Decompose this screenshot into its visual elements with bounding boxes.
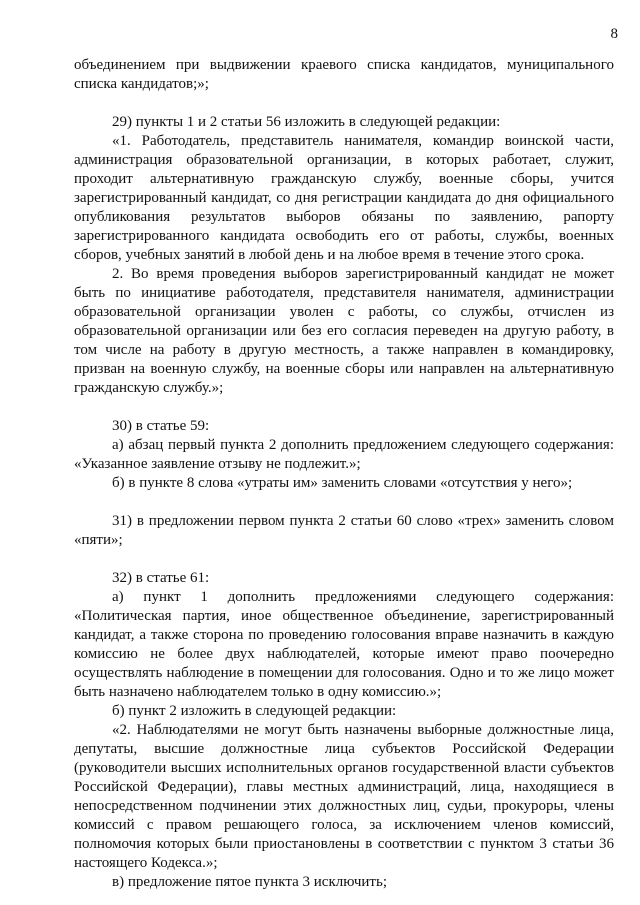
paragraph-article-56-point-1: «1. Работодатель, представитель нанимателя, командир воинской части, администрация образовательной организации, в которых работает, служит, проходит альтернативную гражданскую службу, военные сборы, учится зарегистрированный кандидат, со дня регистрации кандидата до дня официального опубликования результатов выборов обязаны по заявлению, рапорту зарегистрированного кандидата освободить его от работы, службы, военных сборов, учебных занятий в любой день и на любое время в течение этого срока. xyxy=(74,133,614,263)
paragraph-item-30-b: б) в пункте 8 слова «утраты им» заменить словами «отсутствия у него»; xyxy=(112,475,573,491)
paragraph-article-56-point-2: 2. Во время проведения выборов зарегистрированный кандидат не может быть по инициативе работодателя, представителя нанимателя, администрации образовательной организации уволен с работы, со службы, отчислен из образовательной организации или без его согласия переведен на другую работу, в том числе на работу в другую местность, а также направлен в командировку, призван на военную службу, на военные сборы или направлен на альтернативную гражданскую службу.»; xyxy=(74,266,614,396)
paragraph-item-32: 32) в статье 61: xyxy=(112,570,210,586)
paragraph-item-32-a: а) пункт 1 дополнить предложениями следующего содержания: «Политическая партия, иное общественное объединение, зарегистрированный кандидат, а также сторона по проведению голосования вправе назначить в каждую комиссию не более двух наблюдателей, которые имеют право поочередно осуществлять наблюдение в помещении для голосования. Одно и то же лицо может быть назначено наблюдателем только в одну комиссию.»; xyxy=(74,589,614,700)
paragraph-gap xyxy=(74,398,614,417)
paragraph-item-32-b: б) пункт 2 изложить в следующей редакции: xyxy=(112,703,397,719)
paragraph-item-31: 31) в предложении первом пункта 2 статьи 60 слово «трех» заменить словом «пяти»; xyxy=(74,513,614,548)
paragraph-item-30-a: а) абзац первый пункта 2 дополнить предложением следующего содержания: «Указанное заявление отзыву не подлежит.»; xyxy=(74,437,614,472)
paragraph-gap xyxy=(74,493,614,512)
paragraph-gap xyxy=(74,94,614,113)
document-body xyxy=(74,56,614,892)
paragraph-article-61-point-2: «2. Наблюдателями не могут быть назначены выборные должностные лица, депутаты, высшие должностные лица субъектов Российской Федерации (руководители высших исполнительных органов государственной власти субъектов Российской Федерации), главы местных администраций, лица, находящиеся в непосредственном подчинении этих должностных лиц, судьи, прокуроры, члены комиссий с правом решающего голоса, за исключением членов комиссий, полномочия которых были приостановлены в соответствии с пунктом 3 статьи 36 настоящего Кодекса.»; xyxy=(74,722,614,871)
paragraph-item-29: 29) пункты 1 и 2 статьи 56 изложить в следующей редакции: xyxy=(112,114,501,130)
paragraph-item-32-c: в) предложение пятое пункта 3 исключить; xyxy=(112,874,387,890)
page-number: 8 xyxy=(610,26,618,42)
paragraph-gap xyxy=(74,550,614,569)
paragraph-continuation: объединением при выдвижении краевого списка кандидатов, муниципального списка кандидатов;»; xyxy=(74,57,614,92)
paragraph-item-30: 30) в статье 59: xyxy=(112,418,210,434)
